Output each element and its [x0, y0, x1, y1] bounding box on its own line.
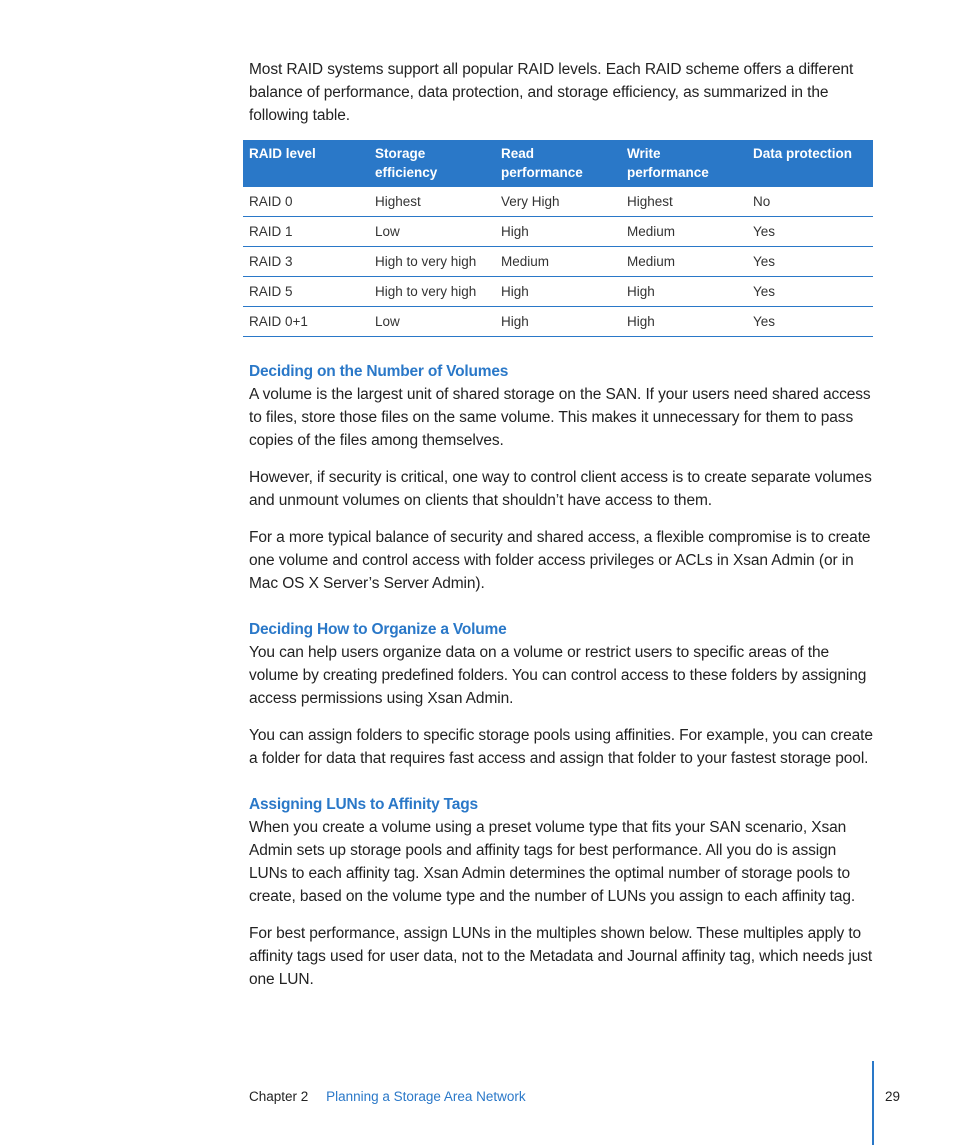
table-cell: High [621, 277, 747, 307]
table-row [243, 217, 873, 247]
table-cell: No [747, 187, 873, 217]
footer-chapter-title: Planning a Storage Area Network [326, 1089, 526, 1104]
table-cell: Yes [747, 277, 873, 307]
table-cell: High [495, 307, 621, 337]
table-cell: Yes [747, 247, 873, 277]
footer-chapter: Chapter 2 [249, 1089, 309, 1104]
page-footer [249, 1088, 526, 1106]
page-number: 29 [885, 1089, 901, 1104]
table-cell: RAID 5 [243, 277, 369, 307]
table-cell: Very High [495, 187, 621, 217]
table-cell: Medium [621, 247, 747, 277]
table-cell: High [621, 307, 747, 337]
table-cell: High [495, 217, 621, 247]
column-header: RAID level [243, 140, 369, 187]
paragraph: A volume is the largest unit of shared storage on the SAN. If your users need shared access to files, store those files on the same volume. This makes it unnecessary for them to pass copies of the files among themselves. [249, 386, 871, 449]
intro-paragraph: Most RAID systems support all popular RAID levels. Each RAID scheme offers a different balance of performance, data protection, and storage efficiency, as summarized in the following table. [249, 61, 854, 124]
table-row [243, 277, 873, 307]
section-organize-volume [249, 619, 873, 770]
paragraph: For best performance, assign LUNs in the multiples shown below. These multiples apply to affinity tags used for user data, not to the Metadata and Journal affinity tag, which needs just one LUN. [249, 925, 873, 988]
table-cell: Yes [747, 217, 873, 247]
table-cell: RAID 0+1 [243, 307, 369, 337]
paragraph: You can help users organize data on a volume or restrict users to specific areas of the volume by creating predefined folders. You can control access to these folders by assigning access permissions using Xsan Admin. [249, 644, 867, 707]
page-content [249, 58, 873, 991]
table-cell: Highest [621, 187, 747, 217]
table-cell: RAID 1 [243, 217, 369, 247]
table-cell: High to very high [369, 277, 495, 307]
table-cell: Low [369, 217, 495, 247]
paragraph: However, if security is critical, one way to control client access is to create separate volumes and unmount volumes on clients that shouldn’t have access to them. [249, 469, 872, 509]
table-cell: Highest [369, 187, 495, 217]
table-row [243, 247, 873, 277]
raid-levels-table [243, 140, 873, 337]
section-heading: Deciding How to Organize a Volume [249, 621, 507, 638]
table-row [243, 187, 873, 217]
section-assigning-luns [249, 794, 873, 991]
table-cell: High to very high [369, 247, 495, 277]
footer-divider [872, 1061, 874, 1145]
table-cell: Medium [621, 217, 747, 247]
table-cell: High [495, 277, 621, 307]
column-header: Data protection [747, 140, 873, 187]
table-row [243, 307, 873, 337]
table-cell: RAID 3 [243, 247, 369, 277]
table-cell: RAID 0 [243, 187, 369, 217]
paragraph: For a more typical balance of security and shared access, a flexible compromise is to create one volume and control access with folder access privileges or ACLs in Xsan Admin (or in Mac OS X Server’s Server Admin). [249, 529, 871, 592]
section-heading: Assigning LUNs to Affinity Tags [249, 796, 478, 813]
column-header: Read performance [495, 140, 621, 187]
section-heading: Deciding on the Number of Volumes [249, 363, 509, 380]
paragraph: When you create a volume using a preset volume type that fits your SAN scenario, Xsan Admin sets up storage pools and affinity tags for best performance. All you do is assign LUNs to each affinity tag. Xsan Admin determines the optimal number of storage pools to create, based on the volume type and the number of LUNs you assign to each affinity tag. [249, 819, 856, 905]
column-header: Storage efficiency [369, 140, 495, 187]
paragraph: You can assign folders to specific storage pools using affinities. For example, you can create a folder for data that requires fast access and assign that folder to your fastest storage pool. [249, 727, 873, 767]
column-header: Write performance [621, 140, 747, 187]
section-number-of-volumes [249, 361, 873, 595]
table-cell: Medium [495, 247, 621, 277]
table-cell: Yes [747, 307, 873, 337]
table-header-row [243, 140, 873, 187]
table-cell: Low [369, 307, 495, 337]
